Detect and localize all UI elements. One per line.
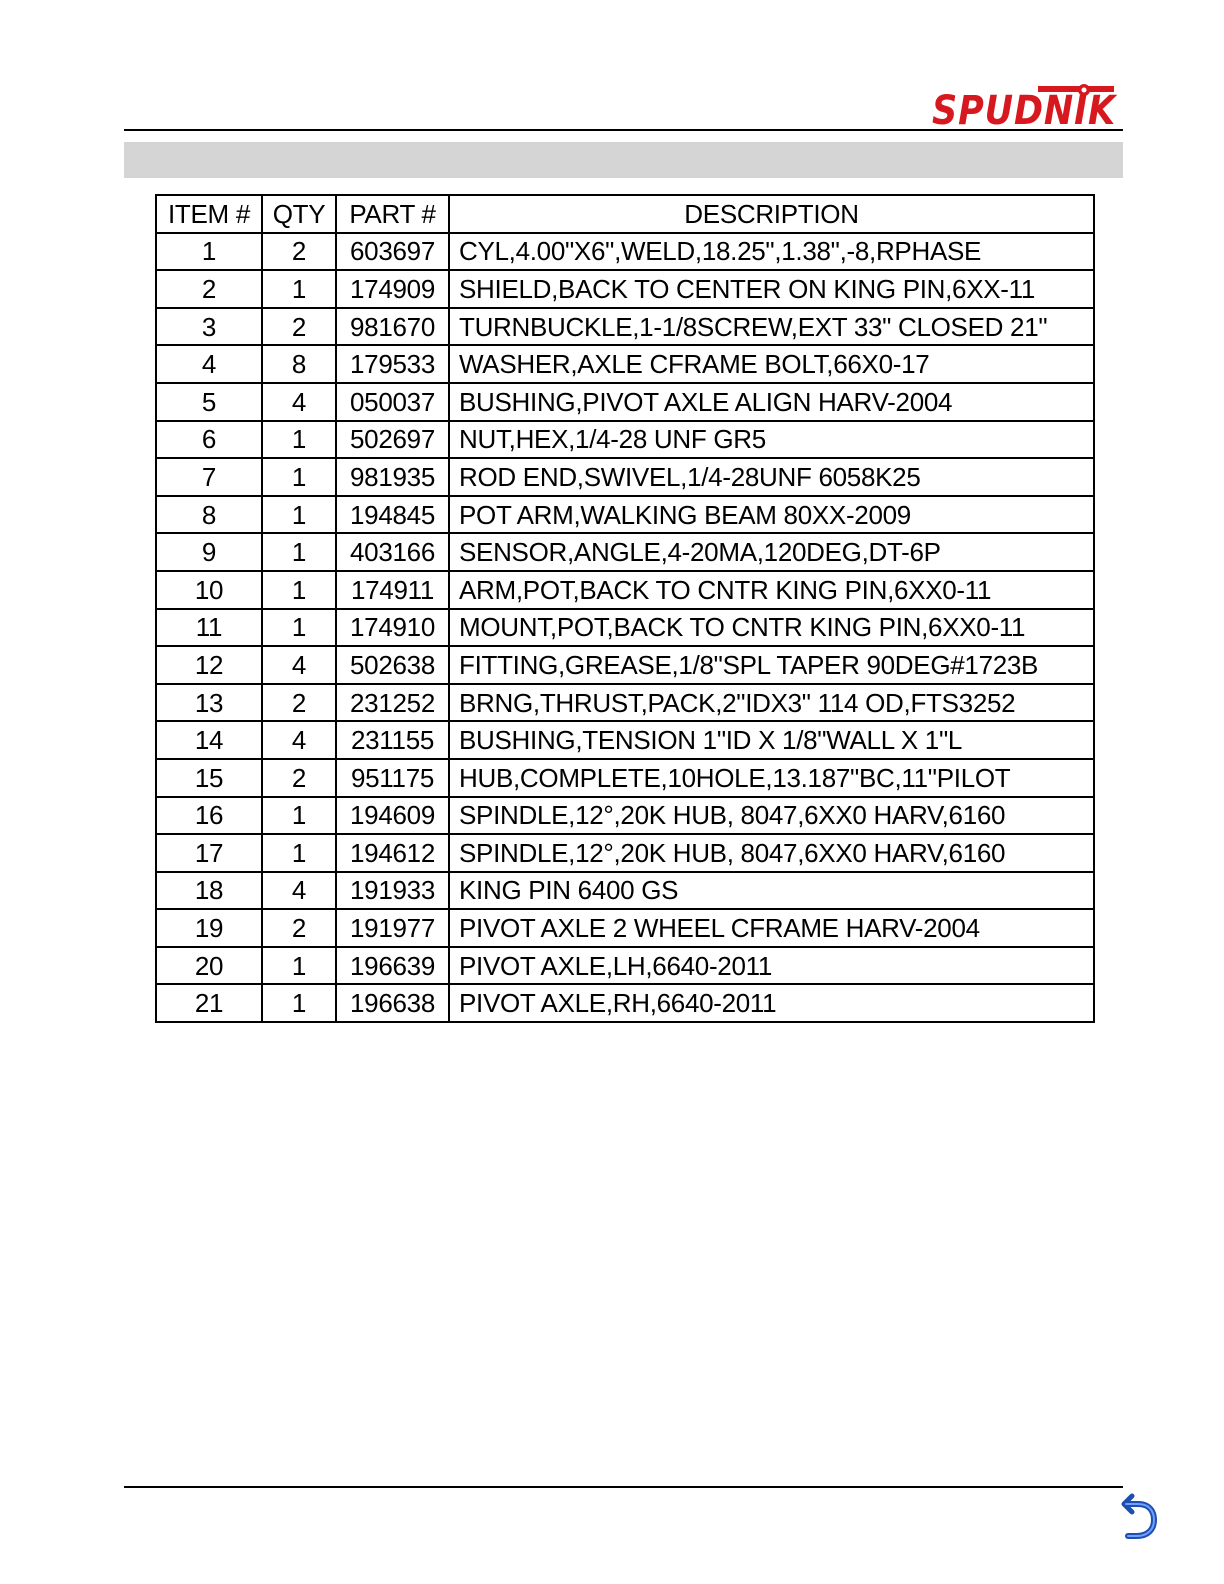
table-row xyxy=(156,308,1094,346)
table-row xyxy=(156,947,1094,985)
cell-part-number: 196638 xyxy=(336,984,449,1022)
cell-description: NUT,HEX,1/4-28 UNF GR5 xyxy=(449,421,1094,459)
table-row xyxy=(156,383,1094,421)
section-title-band xyxy=(124,142,1123,178)
table-header-row xyxy=(156,195,1094,233)
cell-description: POT ARM,WALKING BEAM 80XX-2009 xyxy=(449,496,1094,534)
cell-qty: 2 xyxy=(262,308,336,346)
cell-part-number: 179533 xyxy=(336,345,449,383)
cell-description: WASHER,AXLE CFRAME BOLT,66X0-17 xyxy=(449,345,1094,383)
table-row xyxy=(156,646,1094,684)
cell-part-number: 174909 xyxy=(336,270,449,308)
parts-list-table xyxy=(155,194,1095,1023)
cell-item: 12 xyxy=(156,646,262,684)
cell-part-number: 502638 xyxy=(336,646,449,684)
table-row xyxy=(156,345,1094,383)
table-row xyxy=(156,571,1094,609)
footer-rule xyxy=(124,1486,1123,1488)
cell-qty: 4 xyxy=(262,383,336,421)
cell-description: SHIELD,BACK TO CENTER ON KING PIN,6XX-11 xyxy=(449,270,1094,308)
cell-description: KING PIN 6400 GS xyxy=(449,872,1094,910)
table-row xyxy=(156,684,1094,722)
cell-part-number: 194609 xyxy=(336,797,449,835)
table-row xyxy=(156,233,1094,271)
cell-description: TURNBUCKLE,1-1/8SCREW,EXT 33" CLOSED 21" xyxy=(449,308,1094,346)
cell-qty: 8 xyxy=(262,345,336,383)
cell-item: 16 xyxy=(156,797,262,835)
cell-item: 18 xyxy=(156,872,262,910)
cell-item: 11 xyxy=(156,609,262,647)
cell-item: 21 xyxy=(156,984,262,1022)
table-row xyxy=(156,458,1094,496)
cell-part-number: 174911 xyxy=(336,571,449,609)
return-arrow-icon[interactable] xyxy=(1120,1490,1160,1542)
cell-part-number: 174910 xyxy=(336,609,449,647)
cell-item: 19 xyxy=(156,909,262,947)
cell-item: 2 xyxy=(156,270,262,308)
cell-description: SENSOR,ANGLE,4-20MA,120DEG,DT-6P xyxy=(449,533,1094,571)
cell-qty: 1 xyxy=(262,609,336,647)
table-row xyxy=(156,721,1094,759)
table-row xyxy=(156,872,1094,910)
cell-part-number: 603697 xyxy=(336,233,449,271)
svg-text:SPUDNIK: SPUDNIK xyxy=(932,88,1118,130)
table-row xyxy=(156,496,1094,534)
cell-part-number: 231252 xyxy=(336,684,449,722)
cell-qty: 1 xyxy=(262,984,336,1022)
cell-qty: 1 xyxy=(262,458,336,496)
cell-part-number: 050037 xyxy=(336,383,449,421)
cell-description: PIVOT AXLE 2 WHEEL CFRAME HARV-2004 xyxy=(449,909,1094,947)
cell-part-number: 403166 xyxy=(336,533,449,571)
cell-qty: 1 xyxy=(262,421,336,459)
cell-description: CYL,4.00"X6",WELD,18.25",1.38",-8,RPHASE xyxy=(449,233,1094,271)
cell-qty: 4 xyxy=(262,872,336,910)
cell-item: 6 xyxy=(156,421,262,459)
cell-item: 13 xyxy=(156,684,262,722)
cell-part-number: 194845 xyxy=(336,496,449,534)
cell-qty: 4 xyxy=(262,646,336,684)
cell-description: PIVOT AXLE,RH,6640-2011 xyxy=(449,984,1094,1022)
cell-qty: 4 xyxy=(262,721,336,759)
cell-qty: 2 xyxy=(262,684,336,722)
cell-qty: 1 xyxy=(262,496,336,534)
cell-item: 7 xyxy=(156,458,262,496)
cell-item: 15 xyxy=(156,759,262,797)
cell-qty: 1 xyxy=(262,270,336,308)
cell-part-number: 951175 xyxy=(336,759,449,797)
cell-description: HUB,COMPLETE,10HOLE,13.187"BC,11"PILOT xyxy=(449,759,1094,797)
cell-description: PIVOT AXLE,LH,6640-2011 xyxy=(449,947,1094,985)
header-part: PART # xyxy=(336,195,449,233)
cell-description: SPINDLE,12°,20K HUB, 8047,6XX0 HARV,6160 xyxy=(449,834,1094,872)
table-row xyxy=(156,834,1094,872)
cell-item: 3 xyxy=(156,308,262,346)
cell-qty: 2 xyxy=(262,233,336,271)
cell-part-number: 191933 xyxy=(336,872,449,910)
cell-part-number: 191977 xyxy=(336,909,449,947)
header-description: DESCRIPTION xyxy=(449,195,1094,233)
cell-part-number: 981670 xyxy=(336,308,449,346)
cell-qty: 2 xyxy=(262,909,336,947)
header-item: ITEM # xyxy=(156,195,262,233)
cell-description: MOUNT,POT,BACK TO CNTR KING PIN,6XX0-11 xyxy=(449,609,1094,647)
table-row xyxy=(156,421,1094,459)
parts-list-body xyxy=(156,233,1094,1022)
cell-item: 1 xyxy=(156,233,262,271)
cell-item: 14 xyxy=(156,721,262,759)
cell-item: 8 xyxy=(156,496,262,534)
cell-description: BUSHING,PIVOT AXLE ALIGN HARV-2004 xyxy=(449,383,1094,421)
cell-item: 17 xyxy=(156,834,262,872)
cell-part-number: 196639 xyxy=(336,947,449,985)
spudnik-logo xyxy=(928,82,1122,130)
cell-description: ARM,POT,BACK TO CNTR KING PIN,6XX0-11 xyxy=(449,571,1094,609)
cell-qty: 1 xyxy=(262,834,336,872)
header-qty: QTY xyxy=(262,195,336,233)
cell-item: 4 xyxy=(156,345,262,383)
table-row xyxy=(156,270,1094,308)
table-row xyxy=(156,609,1094,647)
cell-qty: 1 xyxy=(262,947,336,985)
cell-description: BRNG,THRUST,PACK,2"IDX3" 114 OD,FTS3252 xyxy=(449,684,1094,722)
table-row xyxy=(156,984,1094,1022)
cell-qty: 1 xyxy=(262,533,336,571)
cell-qty: 1 xyxy=(262,571,336,609)
cell-description: SPINDLE,12°,20K HUB, 8047,6XX0 HARV,6160 xyxy=(449,797,1094,835)
table-row xyxy=(156,533,1094,571)
cell-item: 10 xyxy=(156,571,262,609)
header-rule xyxy=(124,129,1123,131)
cell-part-number: 194612 xyxy=(336,834,449,872)
cell-item: 5 xyxy=(156,383,262,421)
cell-description: FITTING,GREASE,1/8"SPL TAPER 90DEG#1723B xyxy=(449,646,1094,684)
cell-part-number: 502697 xyxy=(336,421,449,459)
cell-qty: 1 xyxy=(262,797,336,835)
cell-item: 9 xyxy=(156,533,262,571)
cell-item: 20 xyxy=(156,947,262,985)
table-row xyxy=(156,797,1094,835)
cell-description: ROD END,SWIVEL,1/4-28UNF 6058K25 xyxy=(449,458,1094,496)
cell-description: BUSHING,TENSION 1"ID X 1/8"WALL X 1"L xyxy=(449,721,1094,759)
cell-part-number: 981935 xyxy=(336,458,449,496)
cell-qty: 2 xyxy=(262,759,336,797)
cell-part-number: 231155 xyxy=(336,721,449,759)
table-row xyxy=(156,909,1094,947)
table-row xyxy=(156,759,1094,797)
